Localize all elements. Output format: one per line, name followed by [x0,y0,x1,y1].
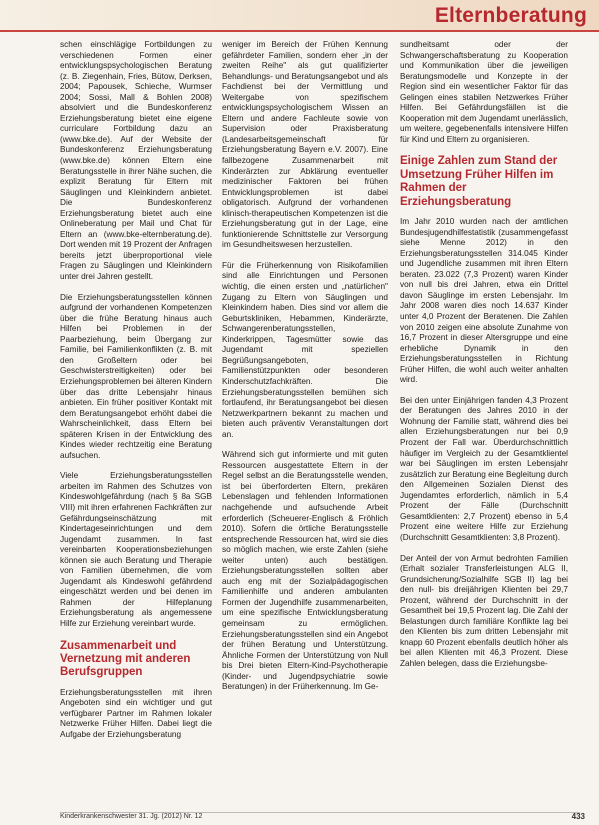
body-paragraph: Für die Früherkennung von Risikofamilien sind alle Einrichtungen und Personen wichtig, die einen ersten und „natürlichen" Zugang zu Eltern von Säuglingen und Kleinkindern haben. Dies sind vor allem die Geburtskliniken, Hebammen, Kinderärzte, Schwangerenberatungsstellen, Kinderkrippen, Tagesmütter sowie das Jugendamt mit speziellen Begrüßungsangeboten, Familienstützpunkten oder besonderen Kinderschutzfachkräften. Die Erziehungsberatungsstellen bemühen sich fortlaufend, ihr Beratungsangebot bei diesen Netzwerkpartnern bekannt zu machen und bieten auch präventiv Veranstaltungen dort an. [222,260,388,439]
page-footer [0,812,599,825]
body-paragraph: Viele Erziehungsberatungsstellen arbeiten im Rahmen des Schutzes von Kindeswohlgefährdung (nach § 8a SGB VIII) mit ihren erfahrenen Fachkräften zur Gefährdungseinschätzung mit Kindertageseinrichtungen und dem Jugendamt zusammen. In fast vereinbarten Kooperationsbeziehungen können sie auch Beratung und Therapie von Familien übernehmen, die vom Jugendamt als Kindeswohl gefährdend eingeschätzt werden und bei denen im Rahmen der Hilfeplanung Erziehungsberatung als angemessene Hilfe zur Erziehung vereinbart wurde. [60,471,212,628]
body-paragraph: weniger im Bereich der Frühen Kennung gefährdeter Familien, sondern eher „in der zweiten Reihe" als gut qualifizierter Behandlungs- und Beratungsangebot und als Fachdienst bei der Vermittlung und Weitergabe von spezifischem entwicklungspsychologischem Wissen an Eltern und andere Fachleute sowie von Supervision oder Praxisberatung (Landesarbeitsgemeinschaft für Erziehungsberatung Bayern e.V. 2007). Eine fallbezogene Zusammenarbeit mit Kinderärzten zur Abklärung eventueller medizinischer Faktoren bei frühen Entwicklungsproblemen ist dabei obligatorisch. Aufgrund der vorhandenen klinisch-therapeutischen Kompetenzen ist die Erziehungsberatung gut in der Lage, eine funktionierende Schnittstelle zur Versorgung im Gesundheitswesen herzustellen. [222,40,388,250]
header-rule [0,30,599,32]
body-paragraph: schen einschlägige Fortbildungen zu verschiedenen Formen einer entwicklungspsychologischen Beratung (z. B. Ziegenhain, Fries, Bütow, Derksen, 2004; Papousek, Schieche, Wurmser 2004; Sossi, Mall & Bohlen 2008) absolviert und die Bundeskonferenz Erziehungsberatung bietet eine eigene curriculare Fortbildung dazu an (www.bke.de). Auf der Website der Bundeskonferenz Erziehungsberatung (www.bke.de) können Eltern eine Beratungsstelle in ihrer Nähe suchen, die explizit Beratung für Eltern mit Säuglingen und Kleinkindern anbietet. Die Bundeskonferenz Erziehungsberatung bietet auch eine Onlineberatung per Mail und Chat für Eltern an (www.bke-elternberatung.de). Dort wenden mit 19 Prozent der Anfragen bereits jetzt überproportional viele Fragen zu Säuglingen und Kleinkindern unter drei Jahren gestellt. [60,40,212,282]
text-column-3 [400,40,568,680]
text-column-2 [222,40,388,703]
body-paragraph: Bei den unter Einjährigen fanden 4,3 Prozent der Beratungen des Jahres 2010 in der Wohnung der Familie statt, während dies bei allen Erziehungsberatungen nur bei 0,9 Prozent der Fall war. Überdurchschnittlich häufiger im Vergleich zu der Gesamtklientel war bei Säuglingen im ersten Lebensjahr zusätzlich zur Beratung eine Begleitung durch den Allgemeinen Sozialen Dienst des Jugendamtes erforderlich, nämlich in 5,4 Prozent der Fälle (Durchschnitt Gesamtklienten: 2,7 Prozent) ebenso in 5,4 Prozent eine weitere Hilfe zur Erziehung (Durchschnitt Gesamtklienten: 3,8 Prozent). [400,395,568,542]
journal-reference: Kinderkrankenschwester 31. Jg. (2012) Nr. 12 [60,813,203,820]
page-number: 433 [571,812,585,821]
page-header [0,0,599,30]
body-paragraph: sundheitsamt oder der Schwangerschaftsberatung zu Kooperation und Kommunikation über die jeweiligen Beratungsmodelle und Konzepte in der Region sind ein wesentlicher Faktor für das Gelingen eines stabilen Netzwerkes Früher Hilfen. Bei Gefährdungsfällen ist die Kooperation mit dem Jugendamt unerlässlich, um weitere, gegebenenfalls intensivere Hilfen für Kind und Eltern zu organisieren. [400,40,568,144]
body-paragraph: Während sich gut informierte und mit guten Ressourcen ausgestattete Eltern in der Regel selbst an die Beratungsstelle wenden, ist bei überforderten Eltern, prekären Lebenslagen und fehlenden Informationen nachgehende und aufsuchende Arbeit erforderlich (Scheuerer-Englisch & Fröhlich 2010). Sofern die örtliche Beratungsstelle entsprechende Ressourcen hat, wird sie dies so möglich machen, wie erste Zahlen (siehe weiter unten) auch bestätigen. Erziehungsberatungsstellen sollten aber auch eng mit der Sozialpädagogischen Familienhilfe und anderen ambulanten Formen der Jugendhilfe zusammenarbeiten, um eine spezifische Entwicklungsberatung gemeinsam zu ermöglichen. Erziehungsberatungsstellen sind ein Angebot der frühen Beratung und Unterstützung. Ähnliche Formen der Unterstützung von Null bis Drei bieten Eltern-Kind-Psychotherapie (Kinder- und Jugendpsychiatrie sowie Beratungen) in der Früherkennung. Im Ge- [222,450,388,692]
body-paragraph: Erziehungsberatungsstellen mit ihren Angeboten sind ein wichtiger und gut verfügbarer Partner im Rahmen lokaler Netzwerke Früher Hilfen. Dabei liegt die Aufgabe der Erziehungsberatung [60,687,212,739]
section-title: Elternberatung [434,4,587,27]
section-heading: Einige Zahlen zum Stand der Umsetzung Früher Hilfen im Rahmen der Erziehungsberatung [400,155,558,208]
text-column-1 [60,40,212,750]
body-paragraph: Der Anteil der von Armut bedrohten Familien (Erhalt sozialer Transferleistungen ALG II, Grundsicherung/Sozialhilfe SGB II) lag bei den null- bis dreijährigen Klienten bei 29,7 Prozent, während der Durchschnitt in der Gesamtheit bei 19,5 Prozent lag. Die Zahl der Belastungen durch familiäre Konflikte lag bei den Klienten bis zum dritten Lebensjahr mit knapp 60 Prozent ebenfalls deutlich höher als bei allen Klienten mit 46,3 Prozent. Diese Zahlen belegen, dass die Erziehungsbe- [400,553,568,668]
section-heading: Zusammenarbeit und Vernetzung mit anderen Berufsgruppen [60,639,191,679]
body-paragraph: Im Jahr 2010 wurden nach der amtlichen Bundesjugendhilfestatistik (zusammengefasst siehe Menne 2012) in den Erziehungsberatungsstellen 314.045 Kinder und Jugendliche zusammen mit ihren Eltern beraten. 23.022 (7,3 Prozent) waren Kinder von null bis drei Jahren, etwa ein Drittel davon Säuglinge im ersten Lebensjahr. Im Jahr 2008 waren dies noch 14.637 Kinder unter 4,0 Prozent der Beratenen. Die Zahlen von 2010 zeigen eine absolute Zunahme von 16,7 Prozent in dieser Altersgruppe und eine erhebliche Dynamik in den Erziehungsberatungsstellen in Richtung Früher Hilfen, die wohl auch weiter anhalten wird. [400,217,568,385]
body-paragraph: Die Erziehungsberatungsstellen können aufgrund der vorhandenen Kompetenzen über die frühe Beratung hinaus auch Hilfen bei Problemen in der Paarbeziehung, beim Übergang zur Familie, bei Familienkonflikten (z. B. mit den Großeltern oder bei Geschwisterstreitigkeiten) oder bei Erziehungsproblemen bei älteren Kindern über das dritte Lebensjahr hinaus anbieten. Ein früher positiver Kontakt mit dem Beratungsangebot erhöht dabei die Wahrscheinlichkeit, dass Eltern bei späteren Krisen in der Entwicklung des Kindes wieder rechtzeitig eine Beratung aufsuchen. [60,292,212,460]
